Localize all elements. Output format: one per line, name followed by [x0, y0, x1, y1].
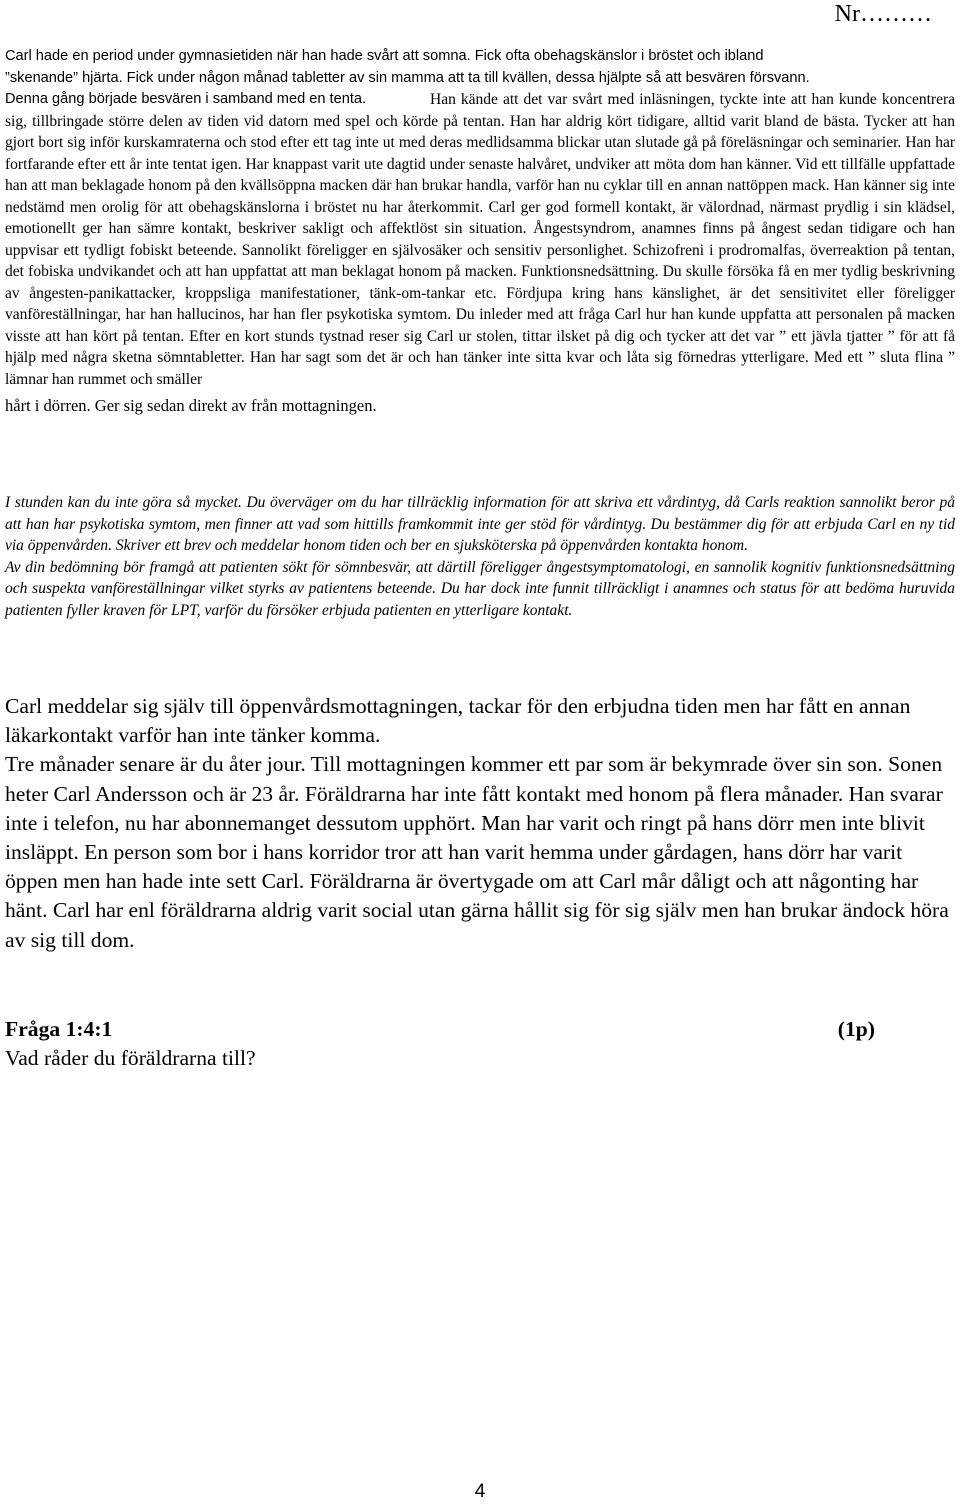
case-line-2: ”skenande” hjärta. Fick under någon månad tabletter av sin mamma att ta till kvällen, dessa hjälpte så att besvären försvann. — [5, 69, 810, 86]
assessment-feedback — [5, 492, 955, 622]
question-label: Fråga 1:4:1 — [5, 1017, 113, 1041]
question-text: Vad råder du föräldrarna till? — [5, 1046, 256, 1070]
case-last-line: hårt i dörren. Ger sig sedan direkt av från mottagningen. — [5, 396, 377, 415]
feedback-paragraph-1: I stunden kan du inte göra så mycket. Du överväger om du har tillräcklig information för att skriva ett vårdintyg, då Carls reaktion sannolikt beror på att han har psykotiska symtom, men finner att vad som hittills framkommit inte ger stöd för vårdintyg. Du bestämmer dig för att erbjuda Carl en ny tid via öppenvården. Skriver ett brev och meddelar honom tiden och ber en sjuksköterska på öppenvården kontakta honom. — [5, 494, 955, 555]
story-paragraph-2: Tre månader senare är du åter jour. Till mottagningen kommer ett par som är bekymrade över sin son. Sonen heter Carl Andersson och är 23 år. Föräldrarna har inte fått kontakt med honom på flera månader. Han svarar inte i telefon, nu har abonnemanget dessutom upphört. Man har varit och ringt på hans dörr men inte blivit insläppt. En person som bor i hans korridor tror att han varit hemma under gårdagen, hans dörr har varit öppen men han hade inte sett Carl. Föräldrarna är övertygade om att Carl mår dåligt och att någonting har hänt. Carl har enl föräldrarna aldrig varit social utan gärna hållit sig för sig själv men han brukar ändock höra av sig till dom. — [5, 752, 949, 952]
question-block — [5, 1015, 875, 1073]
case-description — [5, 46, 955, 417]
page-number: 4 — [474, 1481, 486, 1502]
case-body: Han kände att det var svårt med inläsningen, tyckte inte att han kunde koncentrera sig, tillbringade större delen av tiden vid datorn med spel och körde på tentan. Han har aldrig kört tidigare, alltid varit bland de bästa. Tycker att han gjort bort sig inför kurskamraterna och stod efter ett tag inte ut med deras medlidsamma blickar utan slutade gå på föreläsningar och seminarier. Han har fortfarande efter ett år inte tentat igen. Har knappast varit ute dagtid under senaste halvåret, undviker att möta dom han känner. Vid ett tillfälle uppfattade han att man beklagade honom på den kvällsöppna macken där han brukar handla, varför han nu cyklar till en annan nattöppen mack. Han känner sig inte nedstämd men orolig för att obehagskänslorna i bröstet nu har återkommit. Carl ger god formell kontakt, är välordnad, närmast prydlig i sin klädsel, emotionellt ger han sämre kontakt, beskriver sakligt och affektlöst sin situation. Ångestsyndrom, anamnes finns på ångest sedan tidigare och han uppvisar ett tydligt fobiskt beteende. Sannolikt föreligger en självosäker och sensitiv personlighet. Schizofreni i prodromalfas, överreaktion på tentan, det fobiska undvikandet och att han uppfattat att man beklagat honom på macken. Funktionsnedsättning. Du skulle försöka få en mer tydlig beskrivning av ångesten-panikattacker, kroppsliga manifestationer, tänk-om-tankar etc. Fördjupa kring hans känslighet, är det sensitivitet eller föreligger vanföreställningar, har han hallucinos, har han fler psykotiska symtom. Du inleder med att fråga Carl hur han kunde uppfatta att personalen på macken visste att han kört på tentan. Efter en kort stunds tystnad reser sig Carl ur stolen, tittar ilsket på dig och tycker att det var ” ett jävla tjatter ” för att få hjälp med några sketna sömntabletter. Han har sagt som det är och han tänker inte sitta kvar och låta sig förnedras ytterligare. Med ett ” sluta flina ” lämnar han rummet och smäller — [5, 91, 955, 388]
case-continuation — [5, 692, 960, 955]
story-paragraph-1: Carl meddelar sig själv till öppenvårdsmottagningen, tackar för den erbjudna tiden men har fått en annan läkarkontakt varför han inte tänker komma. — [5, 694, 911, 748]
question-header — [5, 1015, 875, 1044]
feedback-paragraph-2: Av din bedömning bör framgå att patienten sökt för sömnbesvär, att därtill föreligger ångestsymptomatologi, en sannolik kognitiv funktionsnedsättning och suspekta vanföreställningar vilket styrks av patientens beteende. Du har dock inte funnit tillräckligt i anamnes och status för att bedöma huruvida patienten fyller kraven för LPT, varför du försöker erbjuda patienten en ytterligare kontakt. — [5, 558, 955, 619]
case-line-1: Carl hade en period under gymnasietiden när han hade svårt att somna. Fick ofta obehagskänslor i bröstet och ibland — [5, 48, 764, 64]
exam-number-field: Nr……… — [834, 1, 932, 27]
case-line-3: Denna gång började besvären i samband med en tenta. — [5, 91, 367, 107]
question-points: (1p) — [837, 1017, 875, 1041]
